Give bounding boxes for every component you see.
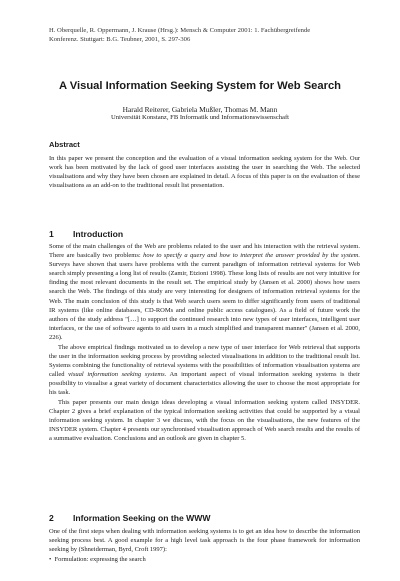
authors: Harald Reiterer, Gabriela Mußler, Thomas M. Mann bbox=[122, 105, 278, 114]
section-1-paragraph-3: This paper presents our main design ideas developing a visual information seeking system called INSYDER. Chapter 2 gives a brief explanation of the typical information seeking activities that could be supported by a visual information seeking system. In chapter 3 we discuss, with the focus on the visualisations, the new features of the INSYDER system. Chapter 4 presents our synchronised visualisation approach of Web search results and the results of a summative evaluation. Conclusions and an outlook are given in chapter 5. bbox=[49, 398, 360, 442]
p1-text-b: Surveys have shown that users have problems with the current paradigm of information retrieval systems for Web search simply presenting a long list of results (Zamir, Etzioni 1998). These long lists of results are not very intuitive for finding the most relevant documents in the result set. The empirical study by (Jansen et al. 2000) shows how users search the Web. The findings of this study are very interesting for designers of information retrieval systems for the Web. The main conclusion of this study is that Web search users seem to differ significantly from users of traditional IR systems (like online databases, CD-ROMs and online public access catalogues). As a field of future work the authors of the study address "[…] to support the continued research into new types of user interfaces, intelligent user interfaces, or the use of software agents to aid users in a much simplified and transparent manner" (Jansen et al. 2000, 226). bbox=[49, 261, 360, 341]
section-1-paragraph-2 bbox=[49, 343, 360, 398]
section-2-body bbox=[49, 527, 360, 554]
bullet-text: Formulation: expressing the search bbox=[54, 556, 146, 563]
section-1-heading bbox=[49, 229, 123, 239]
citation-line-1: H. Oberquelle, R. Oppermann, J. Krause (Hrsg.): Mensch & Computer 2001: 1. Fachübergreifende bbox=[49, 27, 311, 34]
section-1-number: 1 bbox=[49, 229, 54, 239]
citation-line-2: Konferenz. Stuttgart: B.G. Teubner, 2001, S. 297-306 bbox=[49, 35, 191, 43]
p1-text-a: Some of the main challenges of the Web are problems related to the user and his interaction with the retrieval system. There are basically two problems: bbox=[49, 243, 360, 260]
p2-text-italic: visual information seeking systems bbox=[68, 370, 165, 378]
section-2-number: 2 bbox=[49, 513, 54, 523]
bullet-icon: • bbox=[49, 556, 55, 563]
affiliation: Universität Konstanz, FB Informatik und Informationswissenschaft bbox=[111, 114, 289, 121]
paper-title: A Visual Information Seeking System for Web Search bbox=[58, 80, 342, 92]
section-1-body bbox=[49, 242, 360, 443]
section-2-paragraph-1: One of the first steps when dealing with information seeking systems is to get an idea how to describe the information seeking process best. A good example for a high level task approach is the four phase framework for information seeking by (Shneiderman, Byrd, Croft 1997): bbox=[49, 528, 360, 554]
section-2-heading bbox=[49, 513, 211, 523]
section-1-paragraph-1 bbox=[49, 242, 360, 342]
abstract-body bbox=[49, 154, 360, 190]
section-2-title: Information Seeking on the WWW bbox=[73, 513, 211, 523]
section-1-title: Introduction bbox=[73, 229, 124, 239]
citation-header bbox=[49, 27, 359, 44]
abstract-heading: Abstract bbox=[49, 140, 80, 149]
p2-text-a: The above empirical findings motivated us to develop a new type of user interface for Web retrieval that supports the user in the information seeking process by providing selected visualisations in addition to the traditional result list. Systems combining the functionality of retrieval systems with the possibilities of information visualisation systems are called bbox=[49, 343, 360, 378]
p1-text-italic: how to specify a query and how to interpret the answer provided by the system. bbox=[143, 252, 360, 260]
p2-text-b: . An important aspect of visual information seeking systems is their possibility to visualise a great variety of document characteristics allowing the user to choose the most appropriate for his task. bbox=[49, 370, 360, 396]
bullet-item-formulation bbox=[49, 555, 146, 564]
abstract-text: In this paper we present the conception and the evaluation of a visual information seeking system for the Web. Our work has been motivated by the lack of good user interfaces assisting the user in searching the Web. The selected visualisations and why they have been chosen are explained in detail. A focus of this paper is on the evaluation of these visualisations as an add-on to the traditional result list presentation. bbox=[49, 155, 360, 190]
